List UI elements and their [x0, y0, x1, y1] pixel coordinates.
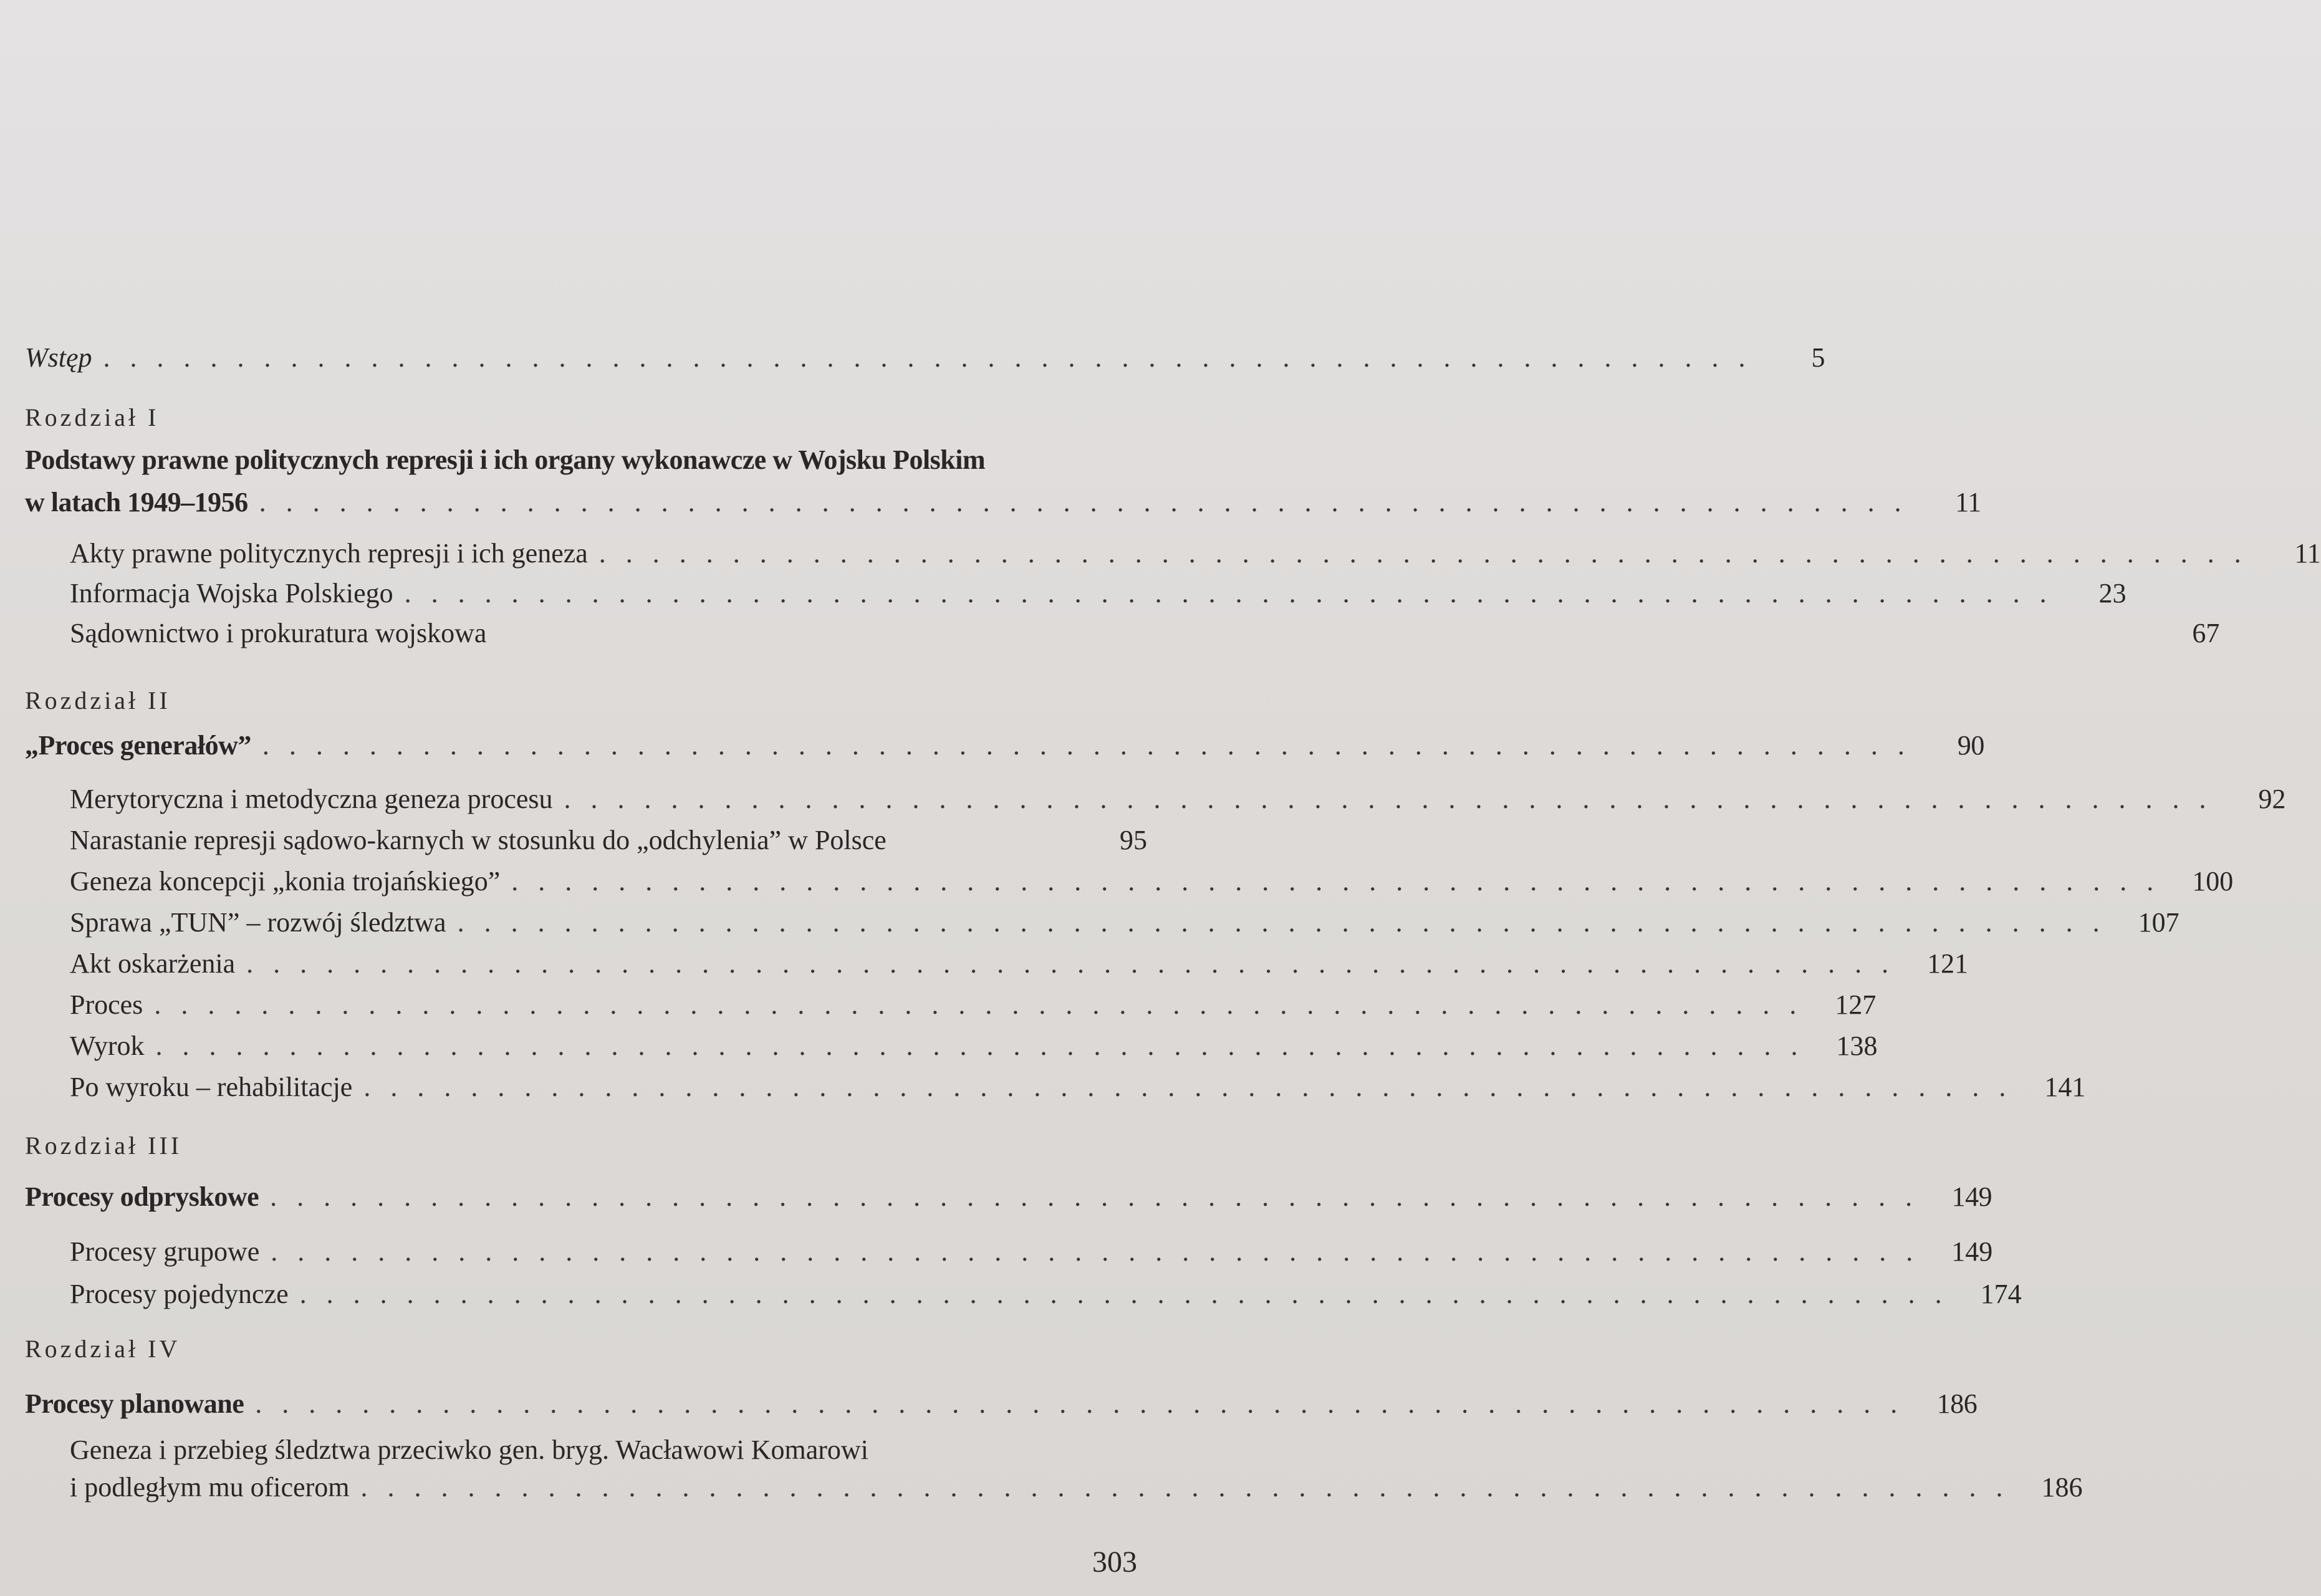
- toc-entry-label: Merytoryczna i metodyczna geneza procesu: [70, 784, 553, 814]
- leader-dots: ..............................................................: [270, 1181, 1933, 1212]
- chapter-heading-2: Rozdział II: [25, 686, 171, 714]
- toc-entry[interactable]: [70, 906, 2179, 939]
- toc-page-number: 186: [1936, 1388, 1977, 1419]
- leader-dots: ..............................................................: [259, 487, 1921, 517]
- page-folio-number: 303: [1092, 1546, 1137, 1579]
- toc-entry-label: Geneza i przebieg śledztwa przeciwko gen. bryg. Wacławowi Komarowi: [70, 1435, 868, 1465]
- toc-page-number: 107: [2138, 907, 2179, 938]
- toc-entry-label: Akt oskarżenia: [70, 948, 236, 979]
- toc-entry[interactable]: [70, 989, 1877, 1021]
- toc-entry-label: Po wyroku – rehabilitacje: [70, 1072, 353, 1102]
- chapter-title-1-line2[interactable]: [25, 486, 1981, 519]
- leader-dots: ..............................................................: [154, 989, 1817, 1020]
- toc-entry-label: w latach 1949–1956: [25, 487, 248, 517]
- toc-entry[interactable]: [70, 824, 1147, 857]
- toc-entry[interactable]: [70, 537, 2321, 570]
- chapter-title-2[interactable]: [25, 729, 1984, 762]
- leader-dots: ..............................................................: [155, 1031, 1818, 1061]
- toc-entry[interactable]: [70, 783, 2286, 815]
- toc-entry[interactable]: [70, 1278, 2022, 1310]
- leader-dots: ..............................................................: [511, 866, 2174, 897]
- chapter-title-4[interactable]: [25, 1388, 1977, 1420]
- leader-dots: ..............................................................: [262, 730, 1925, 761]
- toc-entry[interactable]: [70, 1236, 1993, 1268]
- toc-entry-label: „Proces generałów”: [25, 730, 251, 761]
- toc-entry-label: Sądownictwo i prokuratura wojskowa: [70, 618, 487, 648]
- leader-dots: ..............................................................: [103, 342, 1766, 373]
- toc-page-number: 186: [2041, 1472, 2083, 1502]
- leader-dots: ..............................................................: [363, 1072, 2026, 1102]
- leader-dots: ..............................................................: [271, 1236, 1933, 1267]
- leader-dots: ..............................................................: [598, 538, 2261, 569]
- toc-entry[interactable]: [70, 865, 2234, 898]
- leader-dots: ..............................................................: [299, 1279, 1962, 1309]
- toc-entry-label: Wyrok: [70, 1031, 145, 1061]
- toc-entry-label: Procesy odpryskowe: [25, 1181, 259, 1212]
- toc-entry-label: i podległym mu oficerom: [70, 1472, 350, 1502]
- toc-entry-label: Geneza koncepcji „konia trojańskiego”: [70, 866, 501, 897]
- toc-entry[interactable]: [70, 1030, 1878, 1062]
- toc-entry-label: Informacja Wojska Polskiego: [70, 578, 393, 608]
- chapter-title-1-line1[interactable]: Podstawy prawne politycznych represji i ich organy wykonawcze w Wojsku Polskim: [25, 445, 986, 475]
- toc-entry[interactable]: [70, 1071, 2086, 1103]
- toc-entry-label: Proces: [70, 989, 143, 1020]
- toc-entry[interactable]: [70, 948, 1969, 980]
- toc-entry-label: Procesy planowane: [25, 1388, 244, 1419]
- toc-entry[interactable]: [70, 617, 2220, 650]
- leader-dots: ..............................................................: [564, 784, 2226, 814]
- chapter-title-3[interactable]: [25, 1181, 1992, 1213]
- toc-entry-label: Sprawa „TUN” – rozwój śledztwa: [70, 907, 446, 938]
- chapter-heading-3: Rozdział III: [25, 1132, 183, 1160]
- toc-page-number: 127: [1835, 989, 1877, 1020]
- toc-entry-intro[interactable]: [25, 342, 1825, 374]
- toc-entry-label: Narastanie represji sądowo-karnych w stosunku do „odchylenia” w Polsce: [70, 825, 887, 855]
- toc-entry-label: Wstęp: [25, 342, 92, 373]
- toc-entry-label: Procesy grupowe: [70, 1236, 260, 1267]
- toc-page-number: 67: [2192, 618, 2220, 648]
- toc-page-number: 149: [1951, 1236, 1993, 1267]
- toc-page-number: 23: [2098, 578, 2126, 608]
- leader-dots: ..............................................................: [255, 1388, 1918, 1419]
- toc-page-number: 92: [2258, 784, 2286, 814]
- toc-page-number: 138: [1836, 1031, 1878, 1061]
- leader-dots: ..............................................................: [246, 948, 1909, 979]
- toc-entry-label: Akty prawne politycznych represji i ich geneza: [70, 538, 588, 569]
- leader-dots: ..............................................................: [360, 1472, 2023, 1502]
- toc-page-number: 95: [1120, 825, 1147, 855]
- toc-entry-label: Procesy pojedyncze: [70, 1279, 289, 1309]
- toc-page-number: 174: [1980, 1279, 2022, 1309]
- leader-dots: ..............................................................: [404, 578, 2067, 608]
- toc-entry-line1[interactable]: [70, 1434, 1147, 1466]
- toc-page-number: 149: [1951, 1181, 1992, 1212]
- toc-entry[interactable]: [70, 577, 2126, 610]
- toc-page-number: 90: [1957, 730, 1984, 761]
- toc-page-number: 141: [2044, 1072, 2086, 1102]
- toc-page-number: 11: [1955, 487, 1981, 517]
- toc-page-number: 5: [1811, 342, 1825, 373]
- toc-page-number: 11: [2294, 538, 2321, 569]
- toc-page-number: 121: [1927, 948, 1969, 979]
- chapter-heading-4: Rozdział IV: [25, 1335, 181, 1363]
- toc-entry-line2[interactable]: [70, 1471, 2083, 1504]
- chapter-heading-1: Rozdział I: [25, 403, 160, 431]
- toc-page-number: 100: [2192, 866, 2234, 897]
- leader-dots: ..............................................................: [457, 907, 2120, 938]
